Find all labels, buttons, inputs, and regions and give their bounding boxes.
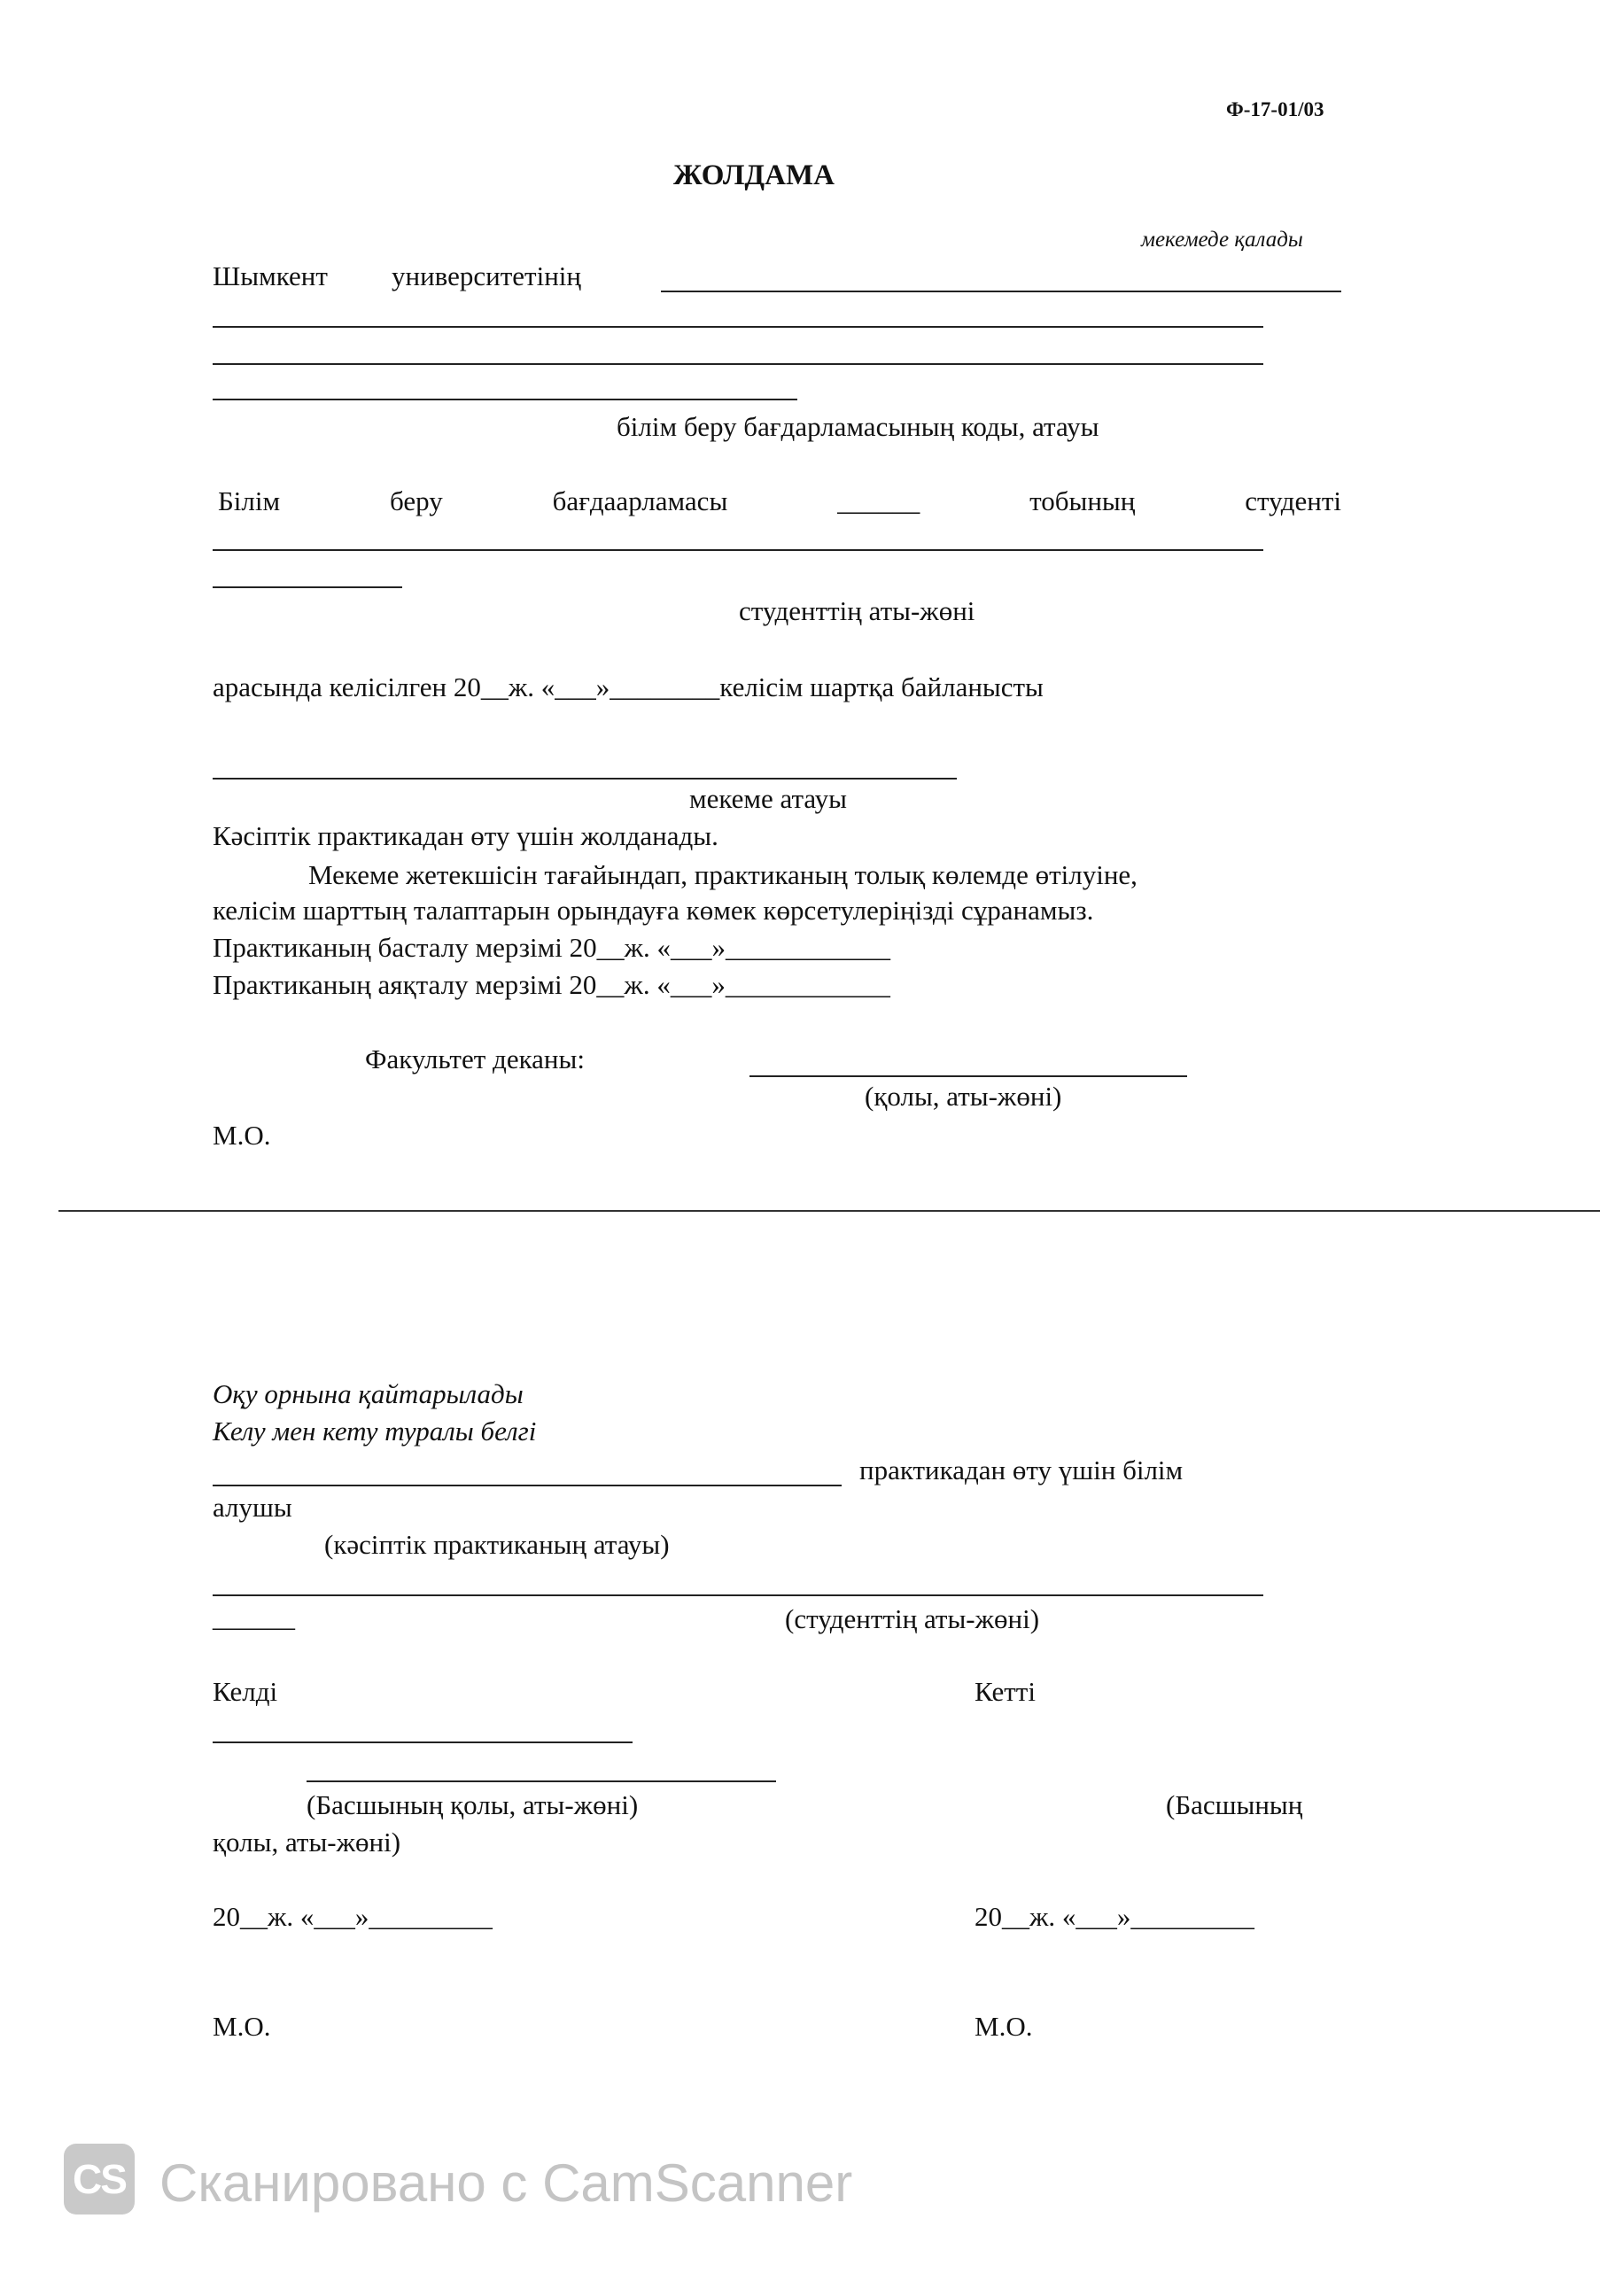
- student-word: тобының: [1029, 485, 1136, 516]
- institution-fill-line: [213, 778, 957, 780]
- request-text-1: Мекеме жетекшісін тағайындап, практиканың толық көлемде өтілуіне,: [308, 859, 1138, 890]
- student-word: студенті: [1245, 485, 1341, 516]
- left-label: Кетті: [975, 1676, 1036, 1707]
- left-signature-line: [307, 1780, 776, 1782]
- camscanner-watermark: Сканировано с CamScanner: [159, 2153, 853, 2213]
- start-date-line: Практиканың басталу мерзімі 20__ж. «___»____________: [213, 932, 891, 963]
- student-word: ______: [837, 485, 920, 516]
- dean-label: Факультет деканы:: [365, 1043, 585, 1074]
- student-word: беру: [390, 485, 443, 516]
- dean-signature-line: [749, 1075, 1187, 1077]
- end-date-line: Практиканың аяқталу мерзімі 20__ж. «___»____________: [213, 969, 890, 1000]
- student-word: бағдаарламасы: [552, 485, 728, 516]
- slip-dash-tail: ______: [213, 1602, 295, 1633]
- student-fill-line-2: [213, 586, 402, 588]
- student-word: Білім: [218, 485, 281, 516]
- slip-student-fill-line-1: [213, 1594, 1263, 1596]
- practice-fill-line: [213, 1485, 842, 1486]
- university-left: Шымкент: [213, 260, 328, 291]
- student-caption: студенттің аты-жөні: [739, 595, 975, 626]
- program-fill-line-3: [213, 399, 797, 400]
- head-signature-left: (Басшының қолы, аты-жөні): [307, 1789, 639, 1820]
- sent-line: Кәсіптік практикадан өту үшін жолданады.: [213, 820, 718, 851]
- document-title: ЖОЛДАМА: [673, 159, 835, 191]
- request-line-2: келісім шарттың талаптарын орындауға көмек көрсетулеріңізді сұранамыз.: [213, 895, 1094, 926]
- practice-text-2: алушы: [213, 1492, 292, 1523]
- university-fill-line: [661, 291, 1341, 292]
- agreement-line: арасында келісілген 20__ж. «___»________келісім шартқа байланысты: [213, 671, 1044, 702]
- arrived-signature-line: [213, 1741, 633, 1743]
- form-code: Ф-17-01/03: [1226, 98, 1324, 120]
- student-fill-line-1: [213, 549, 1263, 551]
- practice-text: практикадан өту үшін білім: [859, 1454, 1184, 1485]
- signature-caption: (қолы, аты-жөні): [865, 1081, 1062, 1112]
- stamp-label: М.О.: [213, 1120, 271, 1151]
- date-right: 20__ж. «___»_________: [975, 1901, 1254, 1932]
- request-line-1: [308, 859, 1341, 891]
- cut-separator: [58, 1210, 1600, 1212]
- head-signature-right-1: (Басшының: [1166, 1789, 1303, 1820]
- return-note: Оқу орнына қайтарылады: [213, 1378, 524, 1409]
- program-caption: білім беру бағдарламасының коды, атауы: [617, 411, 1099, 442]
- student-line: [218, 485, 1341, 517]
- institution-caption: мекеме атауы: [689, 783, 847, 814]
- arrival-note: Келу мен кету туралы белгі: [213, 1416, 537, 1447]
- program-fill-line-2: [213, 363, 1263, 365]
- program-fill-line-1: [213, 326, 1263, 328]
- practice-caption: (кәсіптік практиканың атауы): [324, 1529, 670, 1560]
- slip-student-caption: (студенттің аты-жөні): [785, 1603, 1040, 1634]
- city-hint: мекемеде қалады: [1141, 228, 1303, 252]
- date-left: 20__ж. «___»_________: [213, 1901, 493, 1932]
- stamp-right: М.О.: [975, 2011, 1033, 2042]
- head-signature-right-2: қолы, аты-жөні): [213, 1827, 401, 1858]
- arrived-label: Келді: [213, 1676, 278, 1707]
- university-right: университетінің: [392, 260, 582, 291]
- camscanner-logo: CS: [64, 2144, 135, 2215]
- stamp-left: М.О.: [213, 2011, 271, 2042]
